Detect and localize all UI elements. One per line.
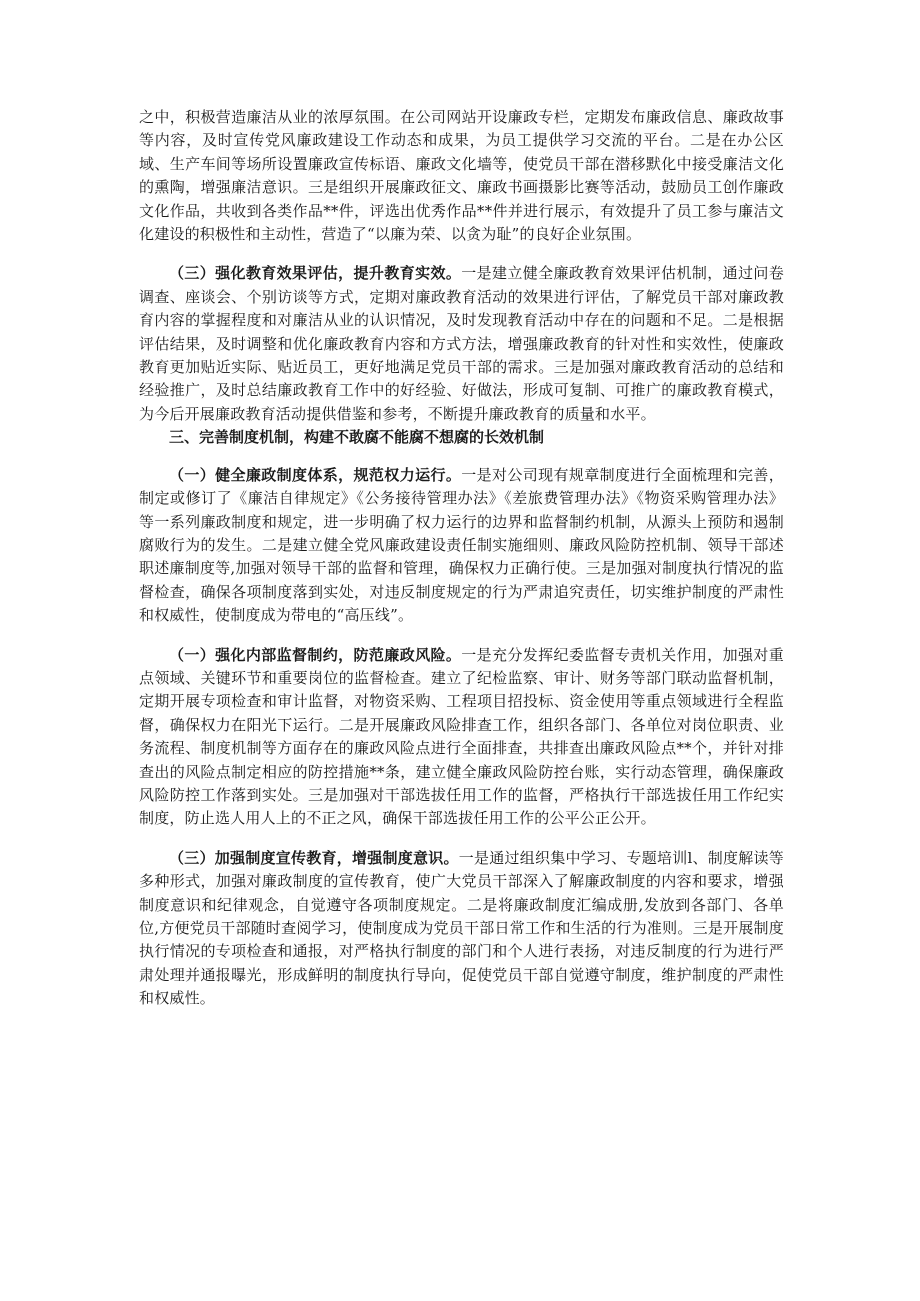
paragraph-body: 一是通过组织集中学习、专题培训l、制度解读等多种形式，加强对廉政制度的宣传教育，使广大党员干部深入了解廉政制度的内容和要求，增强制度意识和纪律观念，自觉遵守各项制度规定。二是将廉政制度汇编成册,发放到各部门、各单位,方便党员干部随时查阅学习，使制度成为党员干部日常工作和生活的行为准则。三是开展制度执行情况的专项检查和通报，对严格执行制度的部门和个人进行表扬，对违反制度的行为进行严肃处理并通报曝光，形成鲜明的制度执行导向，促使党员干部自觉遵守制度，维护制度的严肃性和权威性。: [139, 848, 784, 1008]
paragraph-system-building: [139, 464, 784, 628]
paragraph-system-publicity: [139, 847, 784, 1011]
section-title: 三、完善制度机制，构建不敢腐不能腐不想腐的长效机制: [169, 428, 545, 447]
paragraph-internal-supervision: [139, 644, 784, 831]
paragraph-heading: （一）强化内部监督制约，防范廉政风险。: [169, 645, 462, 664]
paragraph-heading: （三）加强制度宣传教育，增强制度意识。: [169, 848, 459, 867]
paragraph-heading: （三）强化教育效果评估，提升教育实效。: [169, 264, 462, 283]
paragraph-continuation: [139, 106, 784, 246]
paragraph-education-evaluation: [139, 262, 784, 426]
paragraph-body: 一是对公司现有规章制度进行全面梳理和完善，制定或修订了《廉洁自律规定》《公务接待管理办法》《差旅费管理办法》《物资采购管理办法》等一系列廉政制度和规定，进一步明确了权力运行的边界和监督制约机制，从源头上预防和遏制腐败行为的发生。二是建立健全党风廉政建设责任制实施细则、廉政风险防控机制、领导干部述职述廉制度等,加强对领导干部的监督和管理，确保权力正确行使。三是加强对制度执行情况的监督检查，确保各项制度落到实处，对违反制度规定的行为严肃追究责任，切实维护制度的严肃性和权威性，使制度成为带电的“高压线”。: [139, 465, 785, 625]
paragraph-heading: （一）健全廉政制度体系，规范权力运行。: [169, 465, 462, 484]
paragraph-body: 一是建立健全廉政教育效果评估机制，通过问卷调查、座谈会、个别访谈等方式，定期对廉政教育活动的效果进行评估，了解党员干部对廉政教育内容的掌握程度和对廉洁从业的认识情况，及时发现教育活动中存在的问题和不足。二是根据评估结果，及时调整和优化廉政教育内容和方式方法，增强廉政教育的针对性和实效性，使廉政教育更加贴近实际、贴近员工，更好地满足党员干部的需求。三是加强对廉政教育活动的总结和经验推广，及时总结廉政教育工作中的好经验、好做法，形成可复制、可推广的廉政教育模式，为今后开展廉政教育活动提供借鉴和参考，不断提升廉政教育的质量和水平。: [139, 264, 785, 423]
document-page: [139, 106, 784, 1011]
paragraph-body: 之中，积极营造廉洁从业的浓厚氛围。在公司网站开设廉政专栏，定期发布廉政信息、廉政故事等内容，及时宣传党风廉政建设工作动态和成果，为员工提供学习交流的平台。二是在办公区域、生产车间等场所设置廉政宣传标语、廉政文化墙等，使党员干部在潜移默化中接受廉洁文化的熏陶，增强廉洁意识。三是组织开展廉政征文、廉政书画摄影比赛等活动，鼓励员工创作廉政文化作品，共收到各类作品**件，评选出优秀作品**件并进行展示，有效提升了员工参与廉洁文化建设的积极性和主动性，营造了“以廉为荣、以贪为耻”的良好企业氛围。: [139, 108, 784, 244]
paragraph-body: 一是充分发挥纪委监督专责机关作用，加强对重点领域、关键环节和重要岗位的监督检查。建立了纪检监察、审计、财务等部门联动监督机制，定期开展专项检查和审计监督，对物资采购、工程项目招投标、资金使用等重点领域进行全程监督，确保权力在阳光下运行。二是开展廉政风险排查工作，组织各部门、各单位对岗位职责、业务流程、制度机制等方面存在的廉政风险点进行全面排查，共排查出廉政风险点**个，并针对排查出的风险点制定相应的防控措施**条，建立健全廉政风险防控台账，实行动态管理，确保廉政风险防控工作落到实处。三是加强对干部选拔任用工作的监督，严格执行干部选拔任用工作纪实制度，防止选人用人上的不正之风，确保干部选拔任用工作的公平公正公开。: [139, 645, 785, 828]
